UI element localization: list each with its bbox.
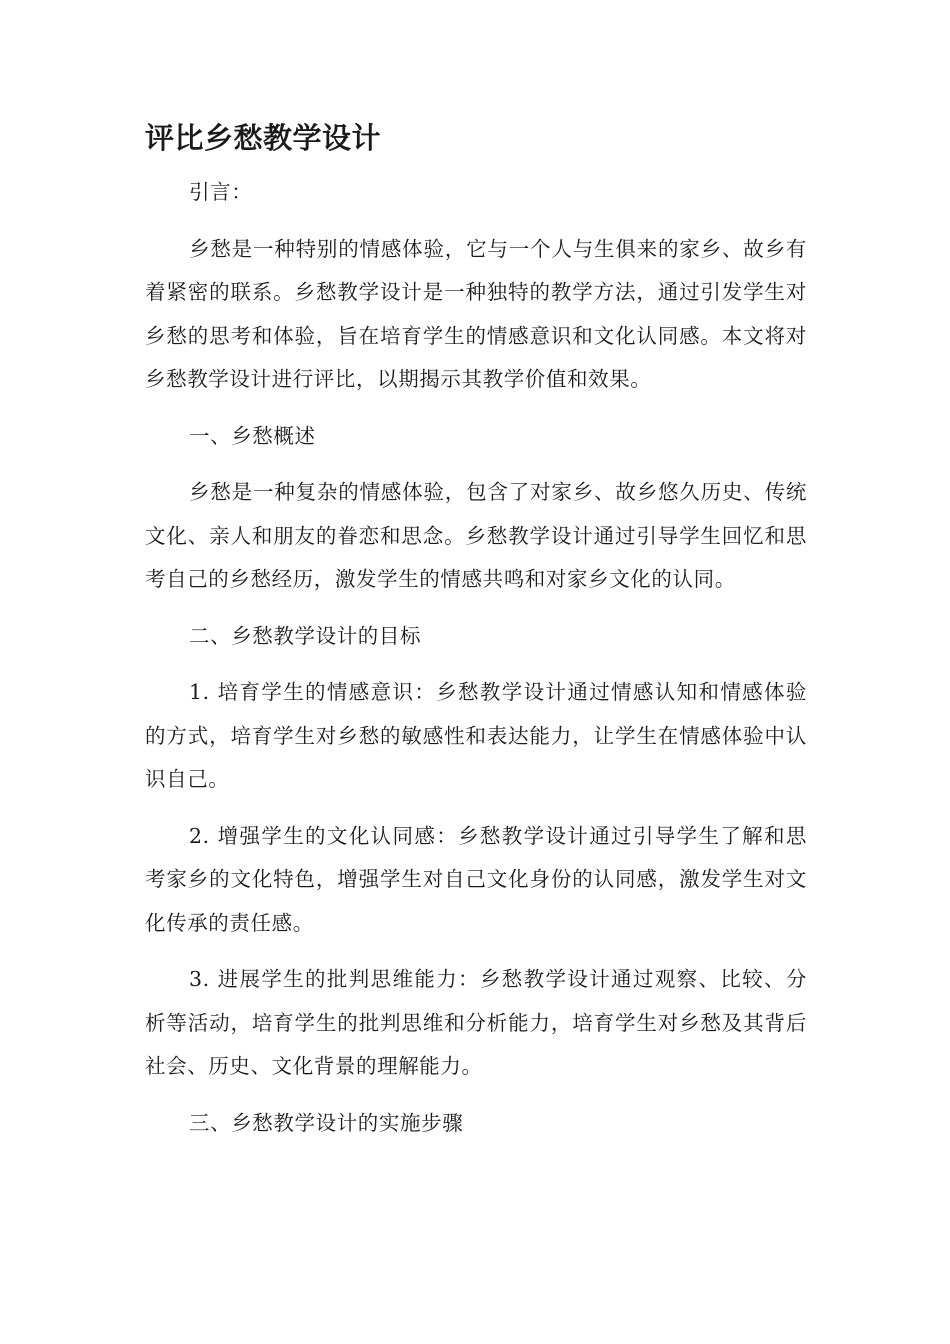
overview-paragraph: 乡愁是一种复杂的情感体验，包含了对家乡、故乡悠久历史、传统文化、亲人和朋友的眷恋和思念。乡愁教学设计通过引导学生回忆和思考自己的乡愁经历，激发学生的情感共鸣和对家乡文化的认同。 [145, 480, 807, 591]
document-title: 评比乡愁教学设计 [145, 121, 382, 155]
intro-label: 引言： [189, 180, 253, 204]
document-page [145, 118, 807, 1158]
goal-item-1: 1. 培育学生的情感意识：乡愁教学设计通过情感认知和情感体验的方式，培育学生对乡愁的敏感性和表达能力，让学生在情感体验中认识自己。 [145, 680, 807, 791]
goal-item-2: 2. 增强学生的文化认同感：乡愁教学设计通过引导学生了解和思考家乡的文化特色，增强学生对自己文化身份的认同感，激发学生对文化传承的责任感。 [145, 823, 807, 935]
section-heading-steps: 三、乡愁教学设计的实施步骤 [189, 1110, 464, 1135]
goal-item-3: 3. 进展学生的批判思维能力：乡愁教学设计通过观察、比较、分析等活动，培育学生的批判思维和分析能力，培育学生对乡愁及其背后社会、历史、文化背景的理解能力。 [145, 967, 807, 1078]
section-heading-overview: 一、乡愁概述 [189, 423, 316, 448]
intro-paragraph: 乡愁是一种特别的情感体验，它与一个人与生俱来的家乡、故乡有着紧密的联系。乡愁教学设计是一种独特的教学方法，通过引发学生对乡愁的思考和体验，旨在培育学生的情感意识和文化认同感。本文将对乡愁教学设计进行评比，以期揭示其教学价值和效果。 [145, 236, 807, 391]
section-heading-goals: 二、乡愁教学设计的目标 [189, 623, 422, 648]
